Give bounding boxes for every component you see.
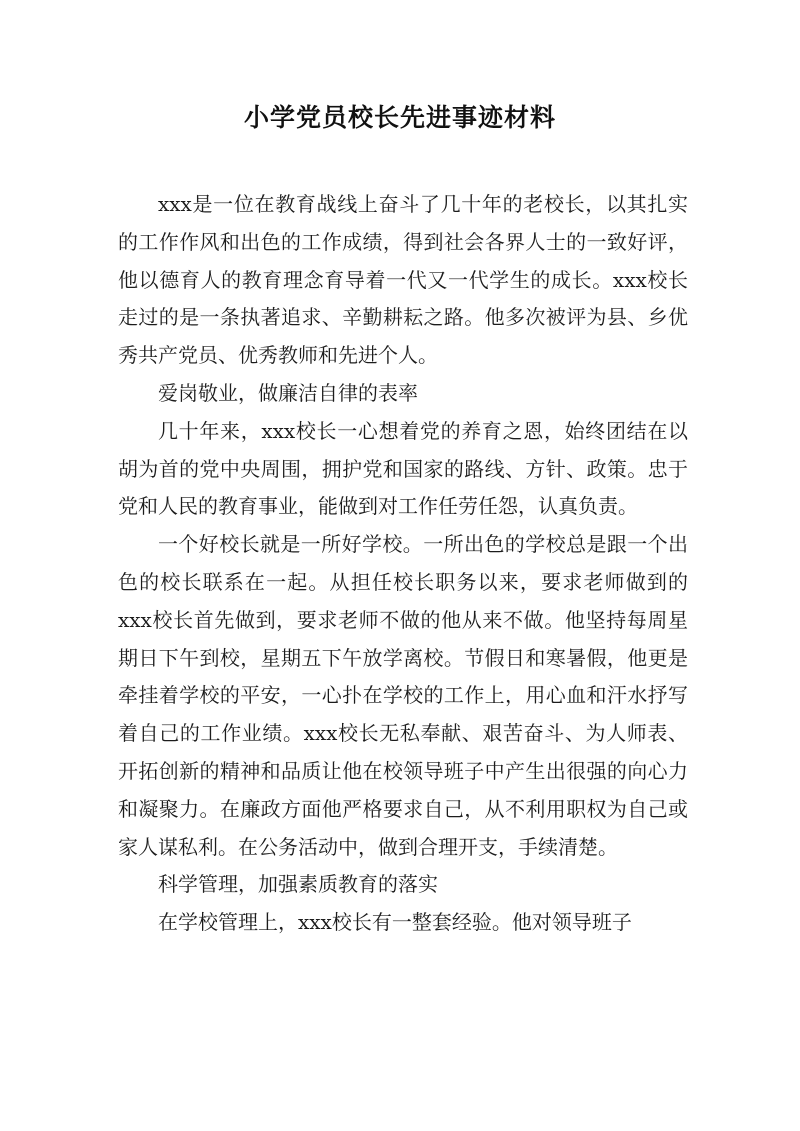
- section-heading-dedication: 爱岗敬业，做廉洁自律的表率: [158, 380, 418, 405]
- document-body: [118, 186, 688, 942]
- paragraph-management: 在学校管理上，xxx校长有一整套经验。他对领导班子: [158, 910, 632, 935]
- paragraph-good-principal: 一个好校长就是一所好学校。一所出色的学校总是跟一个出色的校长联系在一起。从担任校长职务以来，要求老师做到的xxx校长首先做到，要求老师不做的他从来不做。他坚持每周星期日下午到校，星期五下午放学离校。节假日和寒暑假，他更是牵挂着学校的平安，一心扑在学校的工作上，用心血和汗水抒写着自己的工作业绩。xxx校长无私奉献、艰苦奋斗、为人师表、开拓创新的精神和品质让他在校领导班子中产生出很强的向心力和凝聚力。在廉政方面他严格要求自己，从不利用职权为自己或家人谋私利。在公务活动中，做到合理开支，手续清楚。: [118, 532, 688, 859]
- paragraph-intro: xxx是一位在教育战线上奋斗了几十年的老校长，以其扎实的工作作风和出色的工作成绩，得到社会各界人士的一致好评，他以德育人的教育理念育导着一代又一代学生的成长。xxx校长走过的是一条执著追求、辛勤耕耘之路。他多次被评为县、乡优秀共产党员、优秀教师和先进个人。: [118, 192, 688, 368]
- document-title: 小学党员校长先进事迹材料: [243, 103, 556, 132]
- paragraph-loyalty: 几十年来，xxx校长一心想着党的养育之恩，始终团结在以胡为首的党中央周围，拥护党和国家的路线、方针、政策。忠于党和人民的教育事业，能做到对工作任劳任怨，认真负责。: [118, 418, 688, 519]
- section-heading-management: 科学管理，加强素质教育的落实: [158, 872, 438, 897]
